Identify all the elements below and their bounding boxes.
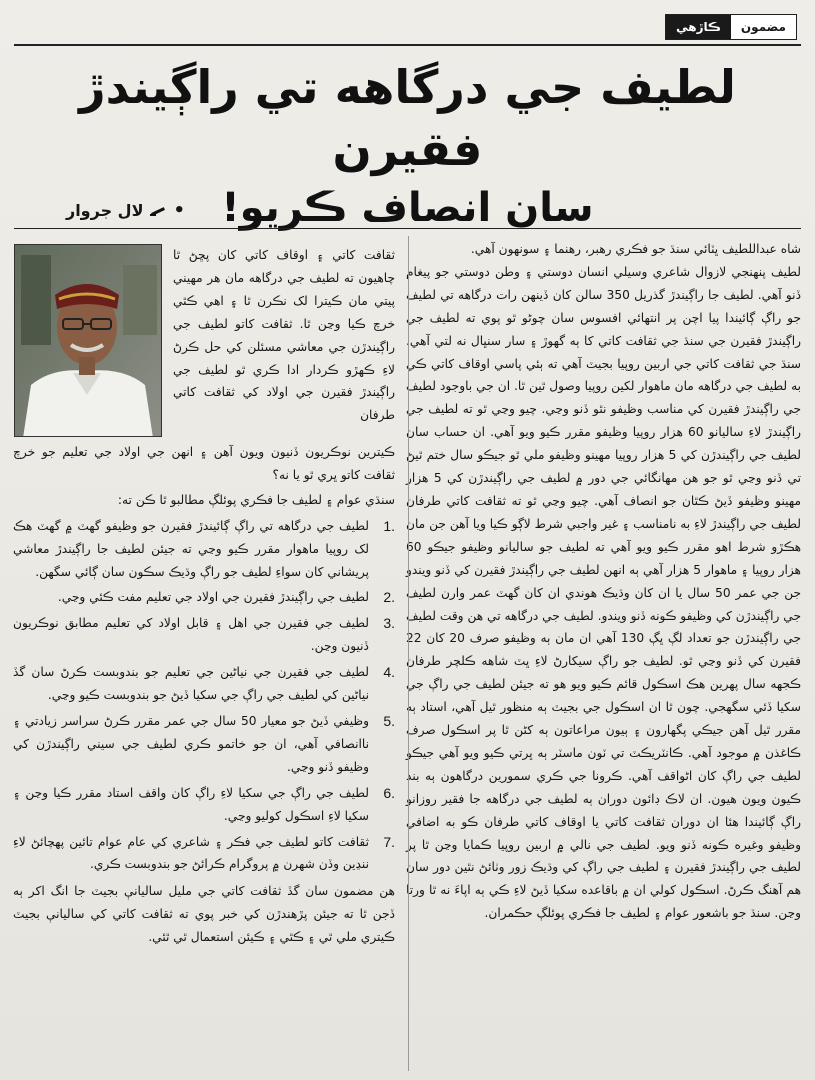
headline-line-2: سان انصاف ڪريو! [221,185,594,231]
article-column-left-top [173,244,395,427]
paragraph-body: لطيف پنهنجي لازوال شاعري وسيلي انسان دوستي ۽ وطن دوستي جو پيغام ڏنو آهي. لطيف جا راڳيندڙ گذريل 350 سالن کان ڏينهن رات درگاهه تي لطيف جو راڳ ڳائيندا پيا اچن پر انتهائي افسوس سان چوڻو ٿو پوي ته لطيف جي راڳيندڙ فقيرن جي سنڌ جي ثقافت کاتي کا ٻه گهوڙ ۽ سار سنڀال نه لتي آهي. سنڌ جي ثقافت کاتي جي اربين روپيا بجيٽ آهي ته ٻئي پاسي اوقاف کاتي ڪي به لطيف جي درگاهه مان ماهوار لکين روپيا وصول ٿين ٿا. ان جي باوجود لطيف جي راڳيندڙ فقيرن کي مناسب وظيفو نٿو ڏنو وڃي. چيو وڃي ٿو ته لطيف جي راڳيندڙ لاءِ ساليانو 60 هزار روپيا وظيفو مقرر ڪيو ويو آهي. ان حساب سان لطيف جي راڳيندڙن کي 5 هزار روپيا مهينو وظيفو ملي ٿو جيڪو سال ختم ٿيڻ تي ڏنو وڃي ٿو جو هن مهانگائي جي دور ۾ لطيف جي راڳيندڙن کي 5 هزار مهينو وظيفو ڏيڻ ڪٿان جو انصاف آهي. چيو وڃي ٿو ته ثقافت کاتي طرفان لطيف جي راڳيندڙ لاءِ به نامناسب ۽ غير واجبي شرط لاڳو ڪيا ويا آهن جن مان هڪڙو شرط اهو مقرر ڪيو ويو آهي ته لطيف جو ساليانو وظيفو جيڪو 60 هزار روپيا ۽ ماهوار 5 هزار آهي ٻه انهن لطيف جي راڳيندڙ فقيرن کي ڏنو ويندو جن جي عمر 50 سال يا ان کان وڌيڪ هوندي ان کان گهٽ عمر وارن لطيف جي راڳيندڙن کي وظيفو ڪونه ڏنو ويندو. لطيف جي درگاهه تي هن وقت لطيف جي راڳيندڙن جو تعداد لڳ ڀڳ 130 آهي ان مان ٻه وظيفو صرف 20 کان 22 فقيرن کي ڏنو وڃي ٿو. لطيف جو راڳ سيکارڻ لاءِ ڀٽ شاهه ڪلچر طرفان ڪجهه سال پهرين هڪ اسڪول قائم ڪيو ويو هو ته جيئن لطيف جي راڳ جي سکيا ڏئي سگهجي. چون ٿا ان اسڪول جي بجيٽ ٻه منظور ٿيل آهي، استاد ٻه مقرر ٿيل آهن جيڪي پگهارون ۽ ٻيون مراعاتون ٻه کڻن ٿا پر اسڪول صرف ڪاغذن ۾ موجود آهي. ڪانٽريڪٽ تي ٽون ماسٽر ٻه ڀرتي ڪيو ويو آهي جيڪو لطيف جي راڳ کان اڻواقف آهي. ڪرونا جي ڪري سمورين درگاهون ٻه بند ڪيون ويون هيون. ان لاڪ ڊائون دوران ٻه لطيف جي درگاهه جا فقير روزانو راڳ ڳائيندا هئا ان دوران ثقافت کاتي يا اوقاف کاتي طرفان ڪو به اضافي وظيفو وغيره ڪونه ڏنو ويو. لطيف جي نالي ۾ اربين روپيا ڪمايا وڃن ٿا پر لطيف جي راڳيندڙ فقيرن ۽ لطيف جي راڳ کي وڌيڪ زور وٺائڻ نٿين دور سان هم آهنگ ڪرڻ. اسڪول کولي ان ۾ باقاعده سکيا ڏيڻ لاءِ ڪي ٻه اپاءَ نه ٿا ورتا وڃن. سنڌ جو باشعور عوام ۽ لطيف جا فڪري پوئلڳ حڪمران. [406,264,801,921]
author-portrait-image [14,245,161,437]
column-divider [408,236,409,1071]
closing-paragraph: هن مضمون سان گڏ ثقافت کاتي جي مليل ساليانې بجيٽ جا انگ اکر ٻه ڏجن ٿا ته جيئن پڙهندڙن کي خبر پوي ته ثقافت کاتي کي ساليانې بجيٽ ڪيتري ملي ٿي ۽ ڪٿي ۽ ڪيئن استعمال ٿي ٿئي. [13,884,395,945]
headline-line-1: لطيف جي درگاهه تي راڳيندڙ فقيرن [79,60,736,176]
demand-item: 4. لطيف جي فقيرن جي نياڻين جي تعليم جو بندوبست ڪرڻ سان گڏ نياڻين کي لطيف جي راڳ جي سکيا ڏيڻ جو بندوبست ڪيو وڃي. [13,664,395,703]
article-column-left [13,441,395,949]
byline-rule [14,228,801,229]
demand-item: 2. لطيف جي راڳيندڙ فقيرن جي اولاد جي تعليم مفت ڪئي وڃي. [57,589,395,606]
demand-item: 1. لطيف جي درگاهه تي راڳ ڳائيندڙ فقيرن جو وظيفو گهٽ ۾ گهٽ هڪ لک روپيا ماهوار مقرر ڪيو وڃي ته جيئن لطيف جا راڳيندڙ معاشي پريشاني کان سواءِ لطيف جو راڳ وڌيڪ سڪون سان ڳائي سگهن. [13,517,395,579]
byline [15,200,185,221]
section-tag-primary: مضمون [731,15,796,39]
paragraph-questions: ثقافت کاتي ۽ اوقاف کاتي کان پڇڻ ٿا چاهيون ته لطيف جي درگاهه مان هر مهيني پيتي مان ڪيترا لک نڪرن ٿا ۽ اهي ڪٿي خرچ ڪيا وڃن ٿا. ثقافت کاتو لطيف جي راڳيندڙن جي معاشي مسئلن کي حل ڪرڻ لاءِ ڪهڙو ڪردار ادا ڪري ٿو لطيف جي راڳيندڙ فقيرن جي اولاد کي ثقافت کاتي طرفان [173,248,395,423]
bullet-icon: • [173,200,185,221]
demand-item: 5. وظيفي ڏيڻ جو معيار 50 سال جي عمر مقرر ڪرڻ سراسر زيادتي ۽ ناانصافي آهي، ان جو خاتمو ڪري لطيف جي سيني راڳيندڙن کي وظيفو ڏنو وڃي. [13,712,395,774]
demand-item: 3. لطيف جي فقيرن جي اهل ۽ قابل اولاد کي تعليم مطابق نوڪريون ڏنيون وڃن. [13,615,395,654]
pen-icon [149,204,167,218]
demands-list [13,515,395,877]
demand-item: 6. لطيف جي راڳ جي سکيا لاءِ راڳ کان واقف استاد مقرر ڪيا وڃن ۽ سکيا لاءِ اسڪول کوليو وڃي. [13,784,395,823]
paragraph-intro: شاه عبداللطيف ڀٽائي سنڌ جو فڪري رهبر، رهنما ۽ سونهون آهي. [470,242,801,256]
section-tags [665,14,797,40]
demands-lead: سنڌي عوام ۽ لطيف جا فڪري پوئلڳ مطالبو ٿا ڪن ته: [117,492,395,507]
author-name: لال جروار [65,201,144,220]
top-rule [14,44,801,46]
section-tag-secondary: ڪاڙهي [666,15,731,39]
demand-item: 7. ثقافت کاتو لطيف جي فڪر ۽ شاعري کي عام عوام تائين پهچائڻ لاءِ ننڍين وڏن شهرن ۾ پروگرام ڪرائڻ جو بندوبست ڪري. [13,833,395,872]
paragraph-questions-cont: ڪيترين نوڪريون ڏنيون ويون آهن ۽ انهن جي اولاد جي تعليم جو خرچ ثقافت کاتو ڀري ٿو يا نه؟ [13,445,395,482]
article-column-right [406,238,801,925]
author-photo [14,244,162,437]
